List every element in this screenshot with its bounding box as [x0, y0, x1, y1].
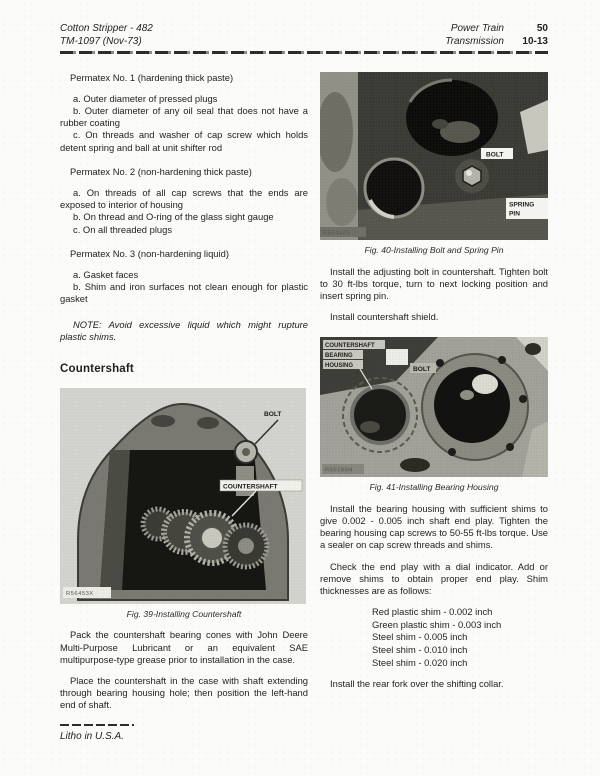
shim-item: Red plastic shim - 0.002 inch [372, 606, 493, 618]
bearing-housing-paragraph: Install the bearing housing with sufficient shims to give 0.002 - 0.005 inch shaft end play. Tighten the bearing housing cap screws to 50-55 ft-lbs torque. Use a sealer on cap screw threads and shims. [320, 502, 548, 551]
fig40-photo [320, 72, 548, 240]
page-footer [60, 724, 134, 742]
header-right [445, 22, 548, 48]
shim-item: Steel shim - 0.005 inch [372, 631, 468, 643]
figure-41 [320, 337, 548, 493]
header-title: Cotton Stripper - 482 [60, 23, 153, 34]
fig41-photo [320, 337, 548, 477]
litho-note: Litho in U.S.A. [60, 731, 124, 742]
permatex1-item-c: c. On threads and washer of cap screw which holds detent spring and ball at unit shifter rod [60, 129, 308, 153]
permatex1-item-b: b. Outer diameter of any oil seal that does not have a rubber coating [60, 104, 308, 129]
fig39-photo [60, 388, 306, 604]
shim-item: Green plastic shim - 0.003 inch [372, 618, 502, 630]
rear-fork-paragraph: Install the rear fork over the shifting collar. [330, 678, 504, 690]
left-column [60, 72, 308, 712]
permatex2-item-c: c. On all threaded plugs [73, 223, 173, 235]
right-column [320, 72, 548, 712]
header-divider [60, 51, 548, 54]
permatex3-item-b: b. Shim and iron surfaces not clean enough for plastic gasket [60, 281, 308, 305]
permatex1-title: Permatex No. 1 (hardening thick paste) [70, 71, 234, 83]
fig39-caption: Fig. 39-Installing Countershaft [126, 609, 242, 620]
pack-countershaft-paragraph: Pack the countershaft bearing cones with John Deere Multi-Purpose Lubricant or an equivalent SAE multipurpose-type grease prior to installation in the case. [60, 629, 308, 665]
permatex2-title: Permatex No. 2 (non-hardening thick paste) [70, 165, 252, 177]
footer-rule [60, 724, 134, 726]
header-section-number: 10-13 [522, 36, 548, 47]
shield-paragraph: Install countershaft shield. [330, 311, 439, 323]
header-section-name: Power Train [450, 23, 504, 34]
countershaft-heading: Countershaft [60, 362, 134, 375]
header-subsection-name: Transmission [445, 36, 504, 47]
header-manual-number: TM-1097 (Nov-73) [60, 36, 142, 47]
place-countershaft-paragraph: Place the countershaft in the case with shaft extending through bearing housing hole; then position the left-hand end of shaft. [60, 674, 308, 711]
fig41-caption: Fig. 41-Installing Bearing Housing [369, 481, 499, 492]
permatex2-item-b: b. On thread and O-ring of the glass sight gauge [73, 211, 274, 223]
permatex2-item-a: a. On threads of all cap screws that the ends are exposed to interior of housing [60, 186, 308, 211]
figure-39 [60, 388, 308, 620]
page-header [60, 22, 548, 48]
shim-item: Steel shim - 0.020 inch [372, 656, 468, 668]
end-play-paragraph: Check the end play with a dial indicator. Add or remove shims to obtain proper end play. Shim thicknesses are as follows: [320, 560, 548, 596]
fig40-caption: Fig. 40-Installing Bolt and Spring Pin [364, 244, 504, 255]
permatex1-item-a: a. Outer diameter of pressed plugs [73, 92, 218, 104]
header-left [60, 22, 153, 48]
permatex3-item-a: a. Gasket faces [73, 268, 139, 280]
header-page-number: 50 [536, 23, 548, 34]
note-text: NOTE: Avoid excessive liquid which might rupture plastic shims. [60, 318, 308, 342]
shim-item: Steel shim - 0.010 inch [372, 643, 468, 655]
figure-40 [320, 72, 548, 256]
adjusting-bolt-paragraph: Install the adjusting bolt in countershaft. Tighten bolt to 30 ft-lbs torque, turn to next locking position and insert spring pin. [320, 265, 548, 302]
shim-thickness-list [320, 606, 548, 669]
permatex3-title: Permatex No. 3 (non-hardening liquid) [70, 247, 229, 259]
